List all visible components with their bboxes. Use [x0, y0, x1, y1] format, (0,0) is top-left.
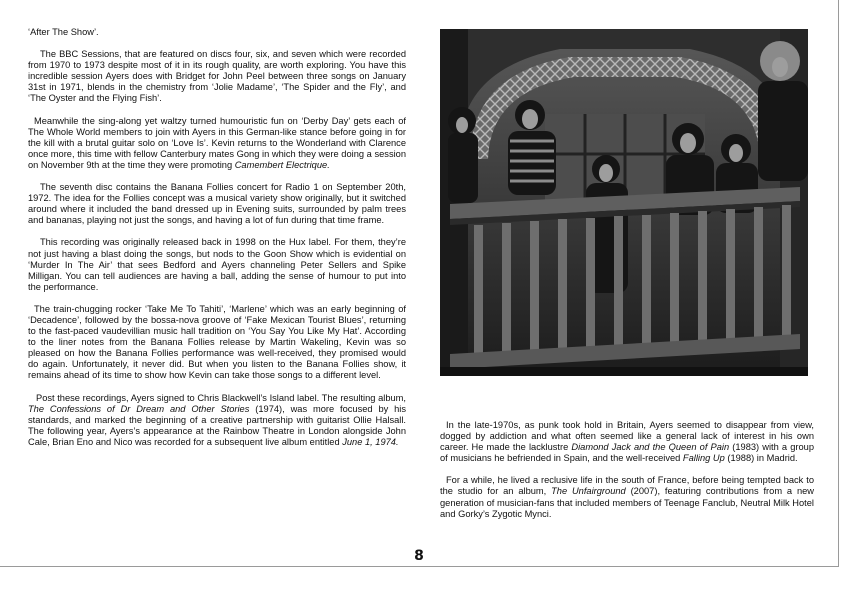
- left-text-column: [28, 27, 406, 459]
- album-title: Camembert Electrique.: [234, 159, 330, 170]
- paragraph-text: Post these recordings, Ayers signed to Chris Blackwell’s Island label. The resulting album,: [36, 392, 406, 403]
- paragraph-text: In the late-1970s, as punk took hold in Britain, Ayers seemed to disappear from view, dogged by addiction and what often seemed like a general lack of interest in his own career. He made the lacklustre: [440, 420, 814, 453]
- paragraph-text: Meanwhile the sing-along yet waltzy turned humouristic fun on ‘Derby Day’ gets each of The Whole World members to join with Ayers in this German-like stance before going in for the kill with a brutal guitar solo on ‘Love Is’. Kevin returns to the Wonderland with Clarence once more, this time with fellow Canterbury mates Gong in which they were doing a session on November 9th at the time they were promoting: [28, 115, 406, 170]
- paragraph: ‘After The Show’.: [28, 27, 99, 37]
- paragraph: The seventh disc contains the Banana Follies concert for Radio 1 on September 20th, 1972. The idea for the Follies concept was a musical variety show originally, but it switched around where it included the band dressed up in Evening suits, surrounded by palm trees and bananas, playing not just the songs, and having a lot of fun during that time frame.: [28, 182, 406, 226]
- paragraph-text: For a while, he lived a reclusive life in the south of France, before being tempted back to the studio for an album,: [440, 475, 814, 497]
- paragraph: [28, 116, 406, 171]
- paragraph: The BBC Sessions, that are featured on discs four, six, and seven which were recorded from 1970 to 1973 despite most of it in its rough quality, are worth exploring. You have this incredible session Ayers does with Bridget for John Peel between three songs on January 31st in 1971, blends in the chemistry from ‘Jolie Madame’, ‘The Spider and the Fly’, and ‘The Oyster and the Flying Fish’.: [28, 49, 406, 104]
- paragraph-text: (2007), featuring contributions from a new generation of musician-fans that included members of Teenage Fanclub, Neutral Milk Hotel and Gorky’s Zygotic Mynci.: [440, 486, 814, 519]
- paragraph: This recording was originally released back in 1998 on the Hux label. For them, they’re not just having a blast doing the songs, but nods to the Goon Show which is evidential on ‘Murder In The Air’ that sees Bedford and Ayers channeling Peter Sellers and Spike Milligan. You can tell audiences are having a ball, adding the sense of humour to put into the performance.: [28, 237, 406, 292]
- album-title: The Confessions of Dr Dream and Other Stories: [28, 403, 250, 414]
- paragraph-text: (1988) in Madrid.: [724, 453, 798, 464]
- album-title: June 1, 1974.: [342, 436, 399, 447]
- album-title: Diamond Jack and the Queen of Pain: [571, 442, 730, 453]
- album-title: Falling Up: [682, 453, 725, 464]
- right-text-column: [440, 420, 814, 531]
- band-photo: [440, 29, 808, 376]
- paragraph: [28, 393, 406, 448]
- page-number: 8: [414, 548, 424, 564]
- paragraph-text: (1983) with a group of musicians he befriended in Spain, and the well-received: [440, 442, 815, 464]
- paragraph: [440, 475, 814, 519]
- paragraph-text: (1974), was more focused by his standards, and marked the beginning of a creative partnership with guitarist Ollie Halsall. The following year, Ayers’s appearance at the Rainbow Theatre in London alongside John Cale, Brian Eno and Nico was recorded for a subsequent live album entitled: [28, 403, 407, 447]
- paragraph: [440, 420, 814, 464]
- band-photo-image: [440, 29, 808, 376]
- paragraph: The train-chugging rocker ‘Take Me To Tahiti’, ‘Marlene’ which was an early beginning of ‘Decadence’, followed by the bossa-nova groove of ‘Fake Mexican Tourist Blues’, returning to the fast-paced vaudevillian music hall tradition on ‘You Say You Like My Hat’. According to the liner notes from the Banana Follies release by Martin Wakeling, Kevin was so pleased on how the Banana Follies performance was well-received, they promised would do again. Unfortunately, it never did. But when you listen to the Banana Follies show, it remains ahead of its time to show how Kevin can take those songs to a different level.: [28, 303, 406, 381]
- album-title: The Unfairground: [551, 486, 626, 497]
